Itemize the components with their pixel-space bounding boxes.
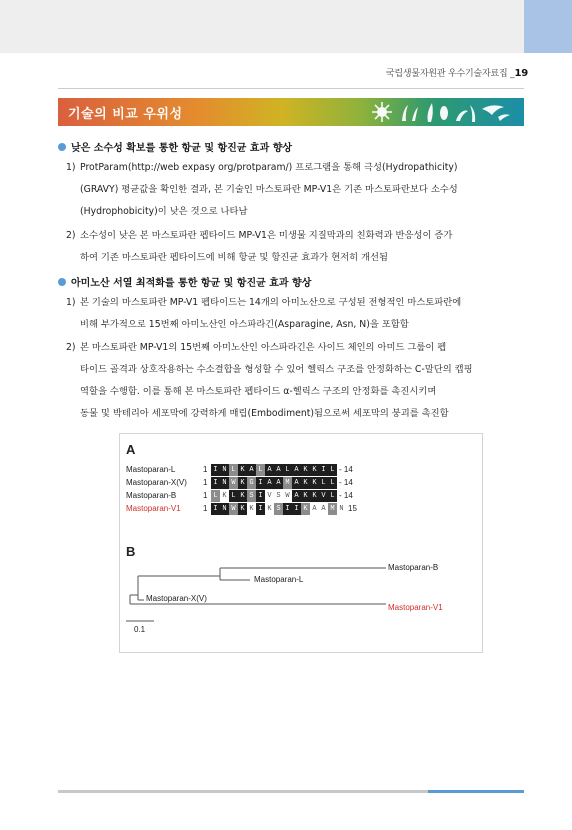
residue: I (292, 503, 301, 515)
residue: A (247, 464, 256, 476)
residue: L (229, 490, 238, 502)
text-line: 역할을 수행함. 이를 통해 본 마스토파란 펩타이드 α-헬릭스 구조의 안정화를 촉진시키며 (80, 386, 437, 397)
residue: L (328, 477, 337, 489)
residue: V (265, 490, 274, 502)
residue: K (301, 490, 310, 502)
residue: K (238, 477, 247, 489)
footer-rule (58, 790, 428, 793)
paragraph-1-1 (66, 157, 516, 223)
residue: N (220, 464, 229, 476)
tree-leaf-mastoparan-l: Mastoparan-L (254, 575, 304, 584)
residue: K (238, 503, 247, 515)
sequence-name: Mastoparan-V1 (126, 504, 181, 513)
sequence-start: 1 (203, 491, 208, 500)
section-title: 기술의 비교 우위성 (68, 107, 183, 122)
residue: L (328, 464, 337, 476)
residue: K (310, 490, 319, 502)
text-line: 본 기술의 마스토파란 MP-V1 펩타이드는 14개의 아미노산으로 구성된 전형적인 마스토파란에 (80, 297, 462, 308)
top-band (0, 0, 524, 53)
residue: K (301, 503, 310, 515)
residue: M (328, 503, 337, 515)
header-rule (58, 88, 524, 89)
residue: N (220, 477, 229, 489)
text-line: (Hydrophobicity)이 낮은 것으로 나타남 (80, 206, 248, 217)
sequence-end: - 14 (339, 465, 353, 474)
residue: I (256, 477, 265, 489)
residue: A (319, 503, 328, 515)
sequence-name: Mastoparan-X(V) (126, 478, 187, 487)
residue: A (274, 464, 283, 476)
residue: K (310, 464, 319, 476)
top-corner-tab (524, 0, 572, 53)
tree-leaf-mastoparan-v1: Mastoparan-V1 (388, 603, 443, 612)
residue: A (265, 464, 274, 476)
residue: W (283, 490, 292, 502)
residue: S (274, 503, 283, 515)
item-number: 2) (66, 230, 76, 241)
text-line: ProtParam(http://web expasy org/protparam/) 프로그램을 통해 극성(Hydropathicity) (80, 162, 458, 173)
sequence-end: - 14 (339, 491, 353, 500)
item-number: 1) (66, 162, 76, 173)
section-banner (58, 98, 524, 126)
residue: K (301, 477, 310, 489)
scale-bar-label: 0.1 (134, 625, 146, 634)
residue: S (274, 490, 283, 502)
residue: K (301, 464, 310, 476)
residue: K (238, 464, 247, 476)
sequence-end: - 14 (339, 478, 353, 487)
text-line: 동물 및 박테리아 세포막에 강력하게 매립(Embodiment)됨으로써 세포막의 붕괴를 촉진함 (80, 408, 449, 419)
residue: M (283, 477, 292, 489)
paragraph-1-2 (66, 225, 516, 269)
bullet-heading-2 (58, 274, 311, 289)
residue: L (283, 464, 292, 476)
residue: A (310, 503, 319, 515)
residue: G (247, 477, 256, 489)
sequence-name: Mastoparan-B (126, 491, 177, 500)
residue: K (247, 503, 256, 515)
residue: I (211, 503, 220, 515)
figure (119, 433, 483, 653)
residue: A (292, 477, 301, 489)
residue: V (319, 490, 328, 502)
residue: K (238, 490, 247, 502)
residue: W (229, 503, 238, 515)
residue: L (211, 490, 220, 502)
bullet-title: 낮은 소수성 확보를 통한 항균 및 항진균 효과 향상 (71, 143, 293, 154)
item-number: 2) (66, 342, 76, 353)
phylogenetic-tree (120, 434, 482, 652)
residue: A (292, 464, 301, 476)
residue: A (274, 477, 283, 489)
header-text: 국립생물자원관 우수기술자료집 _ (385, 69, 515, 79)
residue: N (337, 503, 346, 515)
footer-accent (428, 790, 524, 793)
paragraph-2-1 (66, 292, 516, 336)
page-number: 19 (514, 68, 528, 79)
residue: I (256, 490, 265, 502)
bullet-heading-1 (58, 139, 292, 154)
text-line: 하여 기존 마스토파란 펩타이드에 비해 항균 및 항진균 효과가 현저히 개선됨 (80, 252, 388, 263)
residue: W (229, 477, 238, 489)
residue: L (319, 477, 328, 489)
paragraph-2-2 (66, 337, 516, 425)
residue: I (211, 477, 220, 489)
sequence-start: 1 (203, 504, 208, 513)
residue: L (328, 490, 337, 502)
sequence-start: 1 (203, 478, 208, 487)
bullet-dot-icon (58, 143, 66, 151)
sequence-end: 15 (348, 504, 357, 513)
tree-leaf-mastoparan-b: Mastoparan-B (388, 563, 439, 572)
residue: A (265, 477, 274, 489)
text-line: 소수성이 낮은 본 마스토파란 펩타이드 MP-V1은 미생물 지질막과의 친화력과 반응성이 증가 (80, 230, 453, 241)
residue: A (292, 490, 301, 502)
sequence-start: 1 (203, 465, 208, 474)
panel-b-label: B (126, 544, 136, 559)
running-header (386, 66, 528, 79)
text-line: (GRAVY) 평균값을 확인한 결과, 본 기술인 마스토파란 MP-V1은 기존 마스토파란보다 소수성 (80, 184, 458, 195)
text-line: 본 마스토파란 MP-V1의 15번째 아미노산인 아스파라긴은 사이드 체인의 아미드 그룹이 펩 (80, 342, 447, 353)
residue: I (319, 464, 328, 476)
text-line: 비해 부가적으로 15번째 아미노산인 아스파라긴(Asparagine, Asn, N)을 포함함 (80, 319, 409, 330)
residue: N (220, 503, 229, 515)
residue: K (220, 490, 229, 502)
residue: I (256, 503, 265, 515)
residue: K (310, 477, 319, 489)
residue: I (283, 503, 292, 515)
residue: L (229, 464, 238, 476)
bullet-title: 아미노산 서열 최적화를 통한 항균 및 항진균 효과 향상 (71, 278, 312, 289)
bullet-dot-icon (58, 278, 66, 286)
sequence-name: Mastoparan-L (126, 465, 176, 474)
residue: L (256, 464, 265, 476)
residue: K (265, 503, 274, 515)
nature-decoration-icon (372, 101, 512, 123)
text-line: 타이드 골격과 상호작용하는 수소결합을 형성할 수 있어 헬릭스 구조를 안정화하는 C-말단의 캡핑 (80, 364, 473, 375)
residue: I (211, 464, 220, 476)
panel-a-label: A (126, 442, 136, 457)
tree-leaf-mastoparan-xv: Mastoparan-X(V) (146, 594, 207, 603)
item-number: 1) (66, 297, 76, 308)
residue: S (247, 490, 256, 502)
